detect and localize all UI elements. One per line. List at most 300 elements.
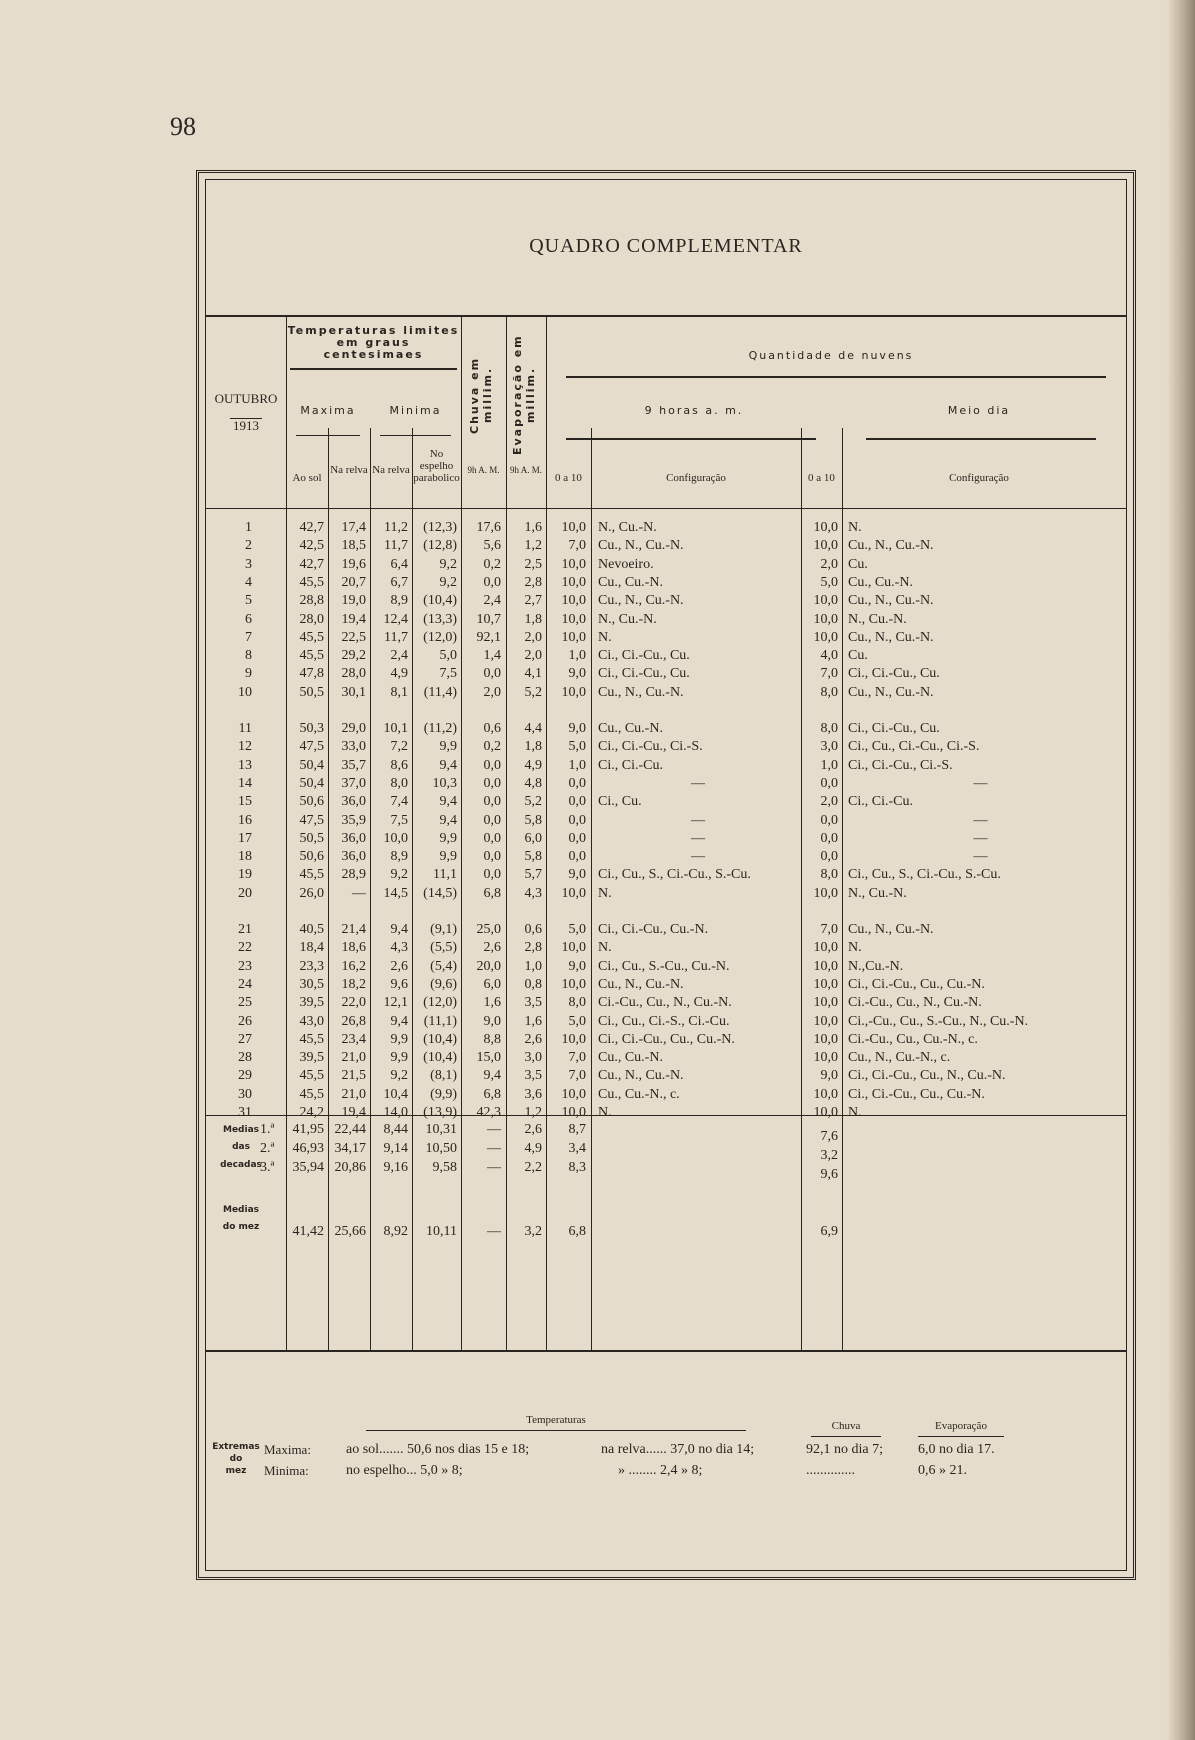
- cell-evaporacao: 0,6: [524, 922, 542, 937]
- max-label: Maxima: [300, 404, 356, 417]
- cell-max-ao-sol: 43,0: [299, 1013, 324, 1029]
- cell-nuvens-9h: 10,0: [561, 976, 586, 992]
- temps-group-label: Temperaturas limites em graus centesimaes: [287, 324, 460, 362]
- cell-nuvens-meio-dia: 10,0: [813, 629, 838, 645]
- cell-min-na-relva: 14,0: [383, 1105, 408, 1120]
- cell-nuvens-meio-dia: 9,0: [820, 1068, 838, 1084]
- cell-min-na-relva: 10,1: [383, 721, 408, 736]
- cell-max-na-relva: 22,0: [341, 995, 366, 1011]
- cell-max-ao-sol: 50,3: [299, 721, 324, 736]
- cell-evaporacao: 1,2: [524, 538, 542, 554]
- min-label: Minima: [389, 404, 442, 417]
- cell-max-na-relva: 19,4: [341, 611, 366, 627]
- cell-min-espelho: (8,1): [430, 1068, 457, 1084]
- cell-chuva: 9,0: [483, 1013, 501, 1029]
- cell-chuva: 5,6: [483, 538, 501, 554]
- cell-config-meio-dia: Cu., N., Cu.-N., c.: [848, 1050, 951, 1066]
- cell-nuvens-meio-dia: 10,0: [813, 976, 838, 992]
- header-scale-mid: 0 a 10: [808, 472, 835, 484]
- cell-config-meio-dia: Cu., N., Cu.-N.: [848, 629, 934, 645]
- cell-max-na-relva: —: [352, 885, 366, 901]
- cell-min-espelho: (11,4): [423, 684, 457, 700]
- cell-nuvens-9h: 9,0: [568, 721, 586, 736]
- extremes-min-espelho: no espelho... 5,0 » 8;: [346, 1463, 463, 1478]
- cell-nuvens-meio-dia: 10,0: [813, 593, 838, 609]
- medias-min-espelho: 9,58: [432, 1160, 457, 1175]
- medias-nuvens-9h: 8,7: [568, 1122, 586, 1137]
- cell-max-ao-sol: 26,0: [299, 885, 324, 901]
- cell-config-meio-dia: Cu., N., Cu.-N.: [848, 538, 934, 554]
- cell-config-9h: Ci., Ci.-Cu., Ci.-S.: [598, 739, 703, 755]
- cell-chuva: 0,6: [483, 721, 501, 736]
- min-rule: [380, 435, 451, 436]
- medias-mez-value: 6,8: [568, 1224, 586, 1239]
- cell-day: 20: [238, 885, 252, 901]
- header-no-espelho: No espelho parabolico: [413, 448, 460, 485]
- cell-config-9h: Ci., Cu., S., Ci.-Cu., S.-Cu.: [598, 867, 751, 883]
- cell-config-9h: Cu., N., Cu.-N.: [598, 593, 684, 609]
- midday-rule: [866, 438, 1096, 440]
- cell-config-9h: —: [691, 830, 705, 846]
- cell-min-na-relva: 8,1: [390, 684, 408, 700]
- medias-chuva: —: [487, 1141, 501, 1156]
- cell-min-na-relva: 4,9: [390, 666, 408, 682]
- cell-nuvens-9h: 10,0: [561, 1105, 586, 1120]
- cell-min-espelho: 7,5: [439, 666, 457, 682]
- cell-max-na-relva: 36,0: [341, 849, 366, 865]
- table-frame: [196, 170, 1136, 1580]
- cell-min-espelho: (12,3): [423, 520, 457, 535]
- cell-max-na-relva: 30,1: [341, 684, 366, 700]
- cell-evaporacao: 1,8: [524, 739, 542, 755]
- cell-min-na-relva: 8,0: [390, 775, 408, 791]
- page-title: QUADRO COMPLEMENTAR: [529, 235, 803, 257]
- cell-max-ao-sol: 42,5: [299, 538, 324, 554]
- cell-nuvens-meio-dia: 10,0: [813, 1050, 838, 1066]
- cell-min-na-relva: 11,7: [384, 538, 408, 554]
- cell-config-meio-dia: N.: [848, 940, 862, 956]
- cell-day: 18: [238, 849, 252, 865]
- year-label: 1913: [230, 418, 262, 433]
- cell-max-na-relva: 19,6: [341, 556, 366, 572]
- cell-nuvens-9h: 5,0: [568, 1013, 586, 1029]
- cell-day: 19: [238, 867, 252, 883]
- cell-day: 27: [238, 1031, 252, 1047]
- cell-config-meio-dia: Cu.: [848, 556, 868, 572]
- cell-config-meio-dia: Cu., N., Cu.-N.: [848, 593, 934, 609]
- cell-nuvens-meio-dia: 10,0: [813, 520, 838, 535]
- cell-evaporacao: 3,0: [524, 1050, 542, 1066]
- extremes-evap-rule: [918, 1436, 1004, 1437]
- cell-min-na-relva: 8,9: [390, 593, 408, 609]
- temps-header: Temperaturas: [526, 1414, 586, 1426]
- cell-day: 16: [238, 812, 252, 828]
- cell-config-9h: —: [691, 849, 705, 865]
- extremes-min-evap: 0,6 » 21.: [918, 1463, 967, 1478]
- cell-max-ao-sol: 50,4: [299, 757, 324, 773]
- cell-evaporacao: 5,8: [524, 812, 542, 828]
- cell-min-na-relva: 9,2: [390, 1068, 408, 1084]
- cell-chuva: 8,8: [483, 1031, 501, 1047]
- cell-nuvens-9h: 0,0: [568, 794, 586, 810]
- cell-config-9h: Cu., N., Cu.-N.: [598, 976, 684, 992]
- cell-nuvens-meio-dia: 1,0: [820, 757, 838, 773]
- cell-nuvens-meio-dia: 5,0: [820, 574, 838, 590]
- cell-nuvens-9h: 10,0: [561, 593, 586, 609]
- cell-min-espelho: (11,1): [423, 1013, 457, 1029]
- cell-nuvens-meio-dia: 2,0: [820, 794, 838, 810]
- extremes-label: do: [229, 1454, 243, 1464]
- medias-top-rule: [206, 1115, 1126, 1116]
- cell-nuvens-9h: 10,0: [561, 885, 586, 901]
- cell-config-9h: Ci., Ci.-Cu.: [598, 757, 663, 773]
- cell-config-9h: Cu., Cu.-N.: [598, 721, 663, 736]
- cell-day: 22: [238, 940, 252, 956]
- cell-nuvens-meio-dia: 10,0: [813, 885, 838, 901]
- cell-config-meio-dia: Ci., Cu., Ci.-Cu., Ci.-S.: [848, 739, 980, 755]
- cell-max-ao-sol: 28,0: [299, 611, 324, 627]
- extremes-top-rule: [206, 1350, 1126, 1352]
- cell-evaporacao: 4,8: [524, 775, 542, 791]
- cell-min-espelho: (10,4): [423, 1050, 457, 1066]
- cell-max-ao-sol: 40,5: [299, 922, 324, 937]
- cell-nuvens-9h: 10,0: [561, 574, 586, 590]
- cell-min-espelho: (9,6): [430, 976, 457, 992]
- cell-max-ao-sol: 30,5: [299, 976, 324, 992]
- cell-chuva: 0,2: [483, 556, 501, 572]
- evap-header: Evaporação: [935, 1420, 987, 1432]
- cell-nuvens-meio-dia: 7,0: [820, 666, 838, 682]
- cell-day: 15: [238, 794, 252, 810]
- extremes-max-chuva: 92,1 no dia 7;: [806, 1442, 883, 1457]
- cell-config-meio-dia: —: [973, 812, 988, 828]
- cell-config-meio-dia: N.: [848, 520, 862, 535]
- cell-config-meio-dia: Cu., N., Cu.-N.: [848, 922, 934, 937]
- cell-min-na-relva: 9,9: [390, 1031, 408, 1047]
- medias-max-na-relva: 20,86: [334, 1160, 366, 1175]
- cell-config-meio-dia: N.,Cu.-N.: [848, 958, 904, 974]
- cell-day: 24: [238, 976, 252, 992]
- cell-nuvens-meio-dia: 0,0: [820, 812, 838, 828]
- cell-nuvens-9h: 5,0: [568, 922, 586, 937]
- cell-nuvens-9h: 1,0: [568, 648, 586, 664]
- cell-min-espelho: (12,0): [423, 995, 457, 1011]
- cell-max-na-relva: 36,0: [341, 830, 366, 846]
- cell-nuvens-meio-dia: 10,0: [813, 1031, 838, 1047]
- extremes-max-evap: 6,0 no dia 17.: [918, 1442, 995, 1457]
- col-line: [842, 428, 843, 1350]
- cell-chuva: 0,0: [483, 574, 501, 590]
- cell-config-meio-dia: Ci., Ci.-Cu., Cu.: [848, 721, 940, 736]
- header-top-rule: [206, 315, 1126, 317]
- cell-nuvens-meio-dia: 10,0: [813, 1013, 838, 1029]
- cell-config-meio-dia: Ci., Ci.-Cu., Cu.: [848, 666, 940, 682]
- cell-nuvens-9h: 0,0: [568, 849, 586, 865]
- cell-evaporacao: 5,2: [524, 794, 542, 810]
- cell-nuvens-meio-dia: 7,0: [820, 922, 838, 937]
- cell-chuva: 42,3: [476, 1105, 501, 1120]
- cell-min-espelho: 10,3: [432, 775, 457, 791]
- cell-max-na-relva: 21,0: [341, 1050, 366, 1066]
- cell-evaporacao: 1,8: [524, 611, 542, 627]
- header-chuva: Chuva em millim.: [468, 356, 494, 434]
- cell-day: 8: [245, 648, 252, 664]
- cell-min-na-relva: 9,2: [390, 867, 408, 883]
- cell-config-9h: Cu., Cu.-N., c.: [598, 1086, 680, 1102]
- cell-min-na-relva: 2,4: [390, 648, 408, 664]
- cell-max-ao-sol: 45,5: [299, 574, 324, 590]
- cell-max-na-relva: 36,0: [341, 794, 366, 810]
- cell-nuvens-meio-dia: 2,0: [820, 556, 838, 572]
- cell-config-meio-dia: Ci.,-Cu., Cu., S.-Cu., N., Cu.-N.: [848, 1013, 1029, 1029]
- cell-min-espelho: 9,4: [439, 757, 457, 773]
- cell-config-meio-dia: Ci., Ci.-Cu., Cu., N., Cu.-N.: [848, 1068, 1006, 1084]
- cell-nuvens-meio-dia: 4,0: [820, 648, 838, 664]
- cell-config-meio-dia: N.: [848, 1105, 862, 1120]
- cell-nuvens-9h: 10,0: [561, 629, 586, 645]
- cell-max-na-relva: 21,5: [341, 1068, 366, 1084]
- medias-max-ao-sol: 35,94: [292, 1160, 324, 1175]
- cell-max-na-relva: 16,2: [341, 958, 366, 974]
- cell-config-meio-dia: —: [973, 775, 988, 791]
- header-scale-9: 0 a 10: [555, 472, 582, 484]
- cell-day: 13: [238, 757, 252, 773]
- cell-min-na-relva: 8,9: [390, 849, 408, 865]
- cell-max-ao-sol: 45,5: [299, 1086, 324, 1102]
- cell-nuvens-9h: 10,0: [561, 684, 586, 700]
- cell-chuva: 2,0: [483, 684, 501, 700]
- cell-day: 25: [238, 995, 252, 1011]
- cell-max-na-relva: 18,5: [341, 538, 366, 554]
- cell-evaporacao: 1,6: [524, 1013, 542, 1029]
- cell-min-espelho: (10,4): [423, 593, 457, 609]
- medias-mez-value: 41,42: [292, 1224, 324, 1239]
- cell-chuva: 0,0: [483, 830, 501, 846]
- medias-mez-value: 6,9: [820, 1224, 838, 1239]
- col-line: [591, 428, 592, 1350]
- medias-nuvens-meio-dia: 3,2: [820, 1148, 838, 1163]
- cell-config-meio-dia: Ci., Ci.-Cu., Cu., Cu.-N.: [848, 976, 985, 992]
- cell-min-na-relva: 12,4: [383, 611, 408, 627]
- table-inner-border: [205, 179, 1127, 1571]
- cell-min-espelho: 9,9: [439, 830, 457, 846]
- cell-day: 5: [245, 593, 252, 609]
- cell-config-9h: N.: [598, 629, 612, 645]
- cell-day: 17: [238, 830, 252, 846]
- nine-am-label: 9 horas a. m.: [644, 404, 744, 417]
- cell-nuvens-9h: 0,0: [568, 812, 586, 828]
- cell-nuvens-9h: 9,0: [568, 867, 586, 883]
- cell-max-na-relva: 18,2: [341, 976, 366, 992]
- cell-nuvens-9h: 9,0: [568, 958, 586, 974]
- cell-max-ao-sol: 47,8: [299, 666, 324, 682]
- cell-max-na-relva: 20,7: [341, 574, 366, 590]
- cell-min-na-relva: 7,2: [390, 739, 408, 755]
- header-na-relva-max: Na relva: [330, 464, 368, 476]
- cell-config-9h: Ci., Ci.-Cu., Cu.-N.: [598, 922, 709, 937]
- cell-config-9h: Cu., N., Cu.-N.: [598, 1068, 684, 1084]
- cell-evaporacao: 5,8: [524, 849, 542, 865]
- medias-evaporacao: 2,6: [524, 1122, 542, 1137]
- cell-min-espelho: (10,4): [423, 1031, 457, 1047]
- cell-min-espelho: (11,2): [423, 721, 457, 736]
- cell-chuva: 92,1: [476, 629, 501, 645]
- header-evaporacao: Evaporação em millim.: [511, 334, 537, 456]
- cell-min-na-relva: 9,4: [390, 922, 408, 937]
- cell-day: 10: [238, 684, 252, 700]
- cell-max-na-relva: 19,0: [341, 593, 366, 609]
- cell-max-na-relva: 21,0: [341, 1086, 366, 1102]
- medias-min-na-relva: 8,44: [383, 1122, 408, 1137]
- cell-day: 23: [238, 958, 252, 974]
- cell-nuvens-9h: 10,0: [561, 520, 586, 535]
- cell-min-na-relva: 11,2: [384, 520, 408, 535]
- cell-min-espelho: 5,0: [439, 648, 457, 664]
- cell-config-meio-dia: Ci., Ci.-Cu., Cu., Cu.-N.: [848, 1086, 985, 1102]
- cell-config-9h: Cu., Cu.-N.: [598, 1050, 663, 1066]
- cell-max-na-relva: 19,4: [341, 1105, 366, 1120]
- cell-chuva: 0,0: [483, 775, 501, 791]
- cell-day: 2: [245, 538, 252, 554]
- cell-max-ao-sol: 45,5: [299, 867, 324, 883]
- cell-config-9h: Ci., Cu.: [598, 794, 642, 810]
- cell-day: 9: [245, 666, 252, 682]
- cell-max-na-relva: 28,0: [341, 666, 366, 682]
- cell-min-na-relva: 7,5: [390, 812, 408, 828]
- cell-max-ao-sol: 50,4: [299, 775, 324, 791]
- cell-day: 6: [245, 611, 252, 627]
- cell-chuva: 6,0: [483, 976, 501, 992]
- cell-day: 31: [238, 1105, 252, 1120]
- cell-max-na-relva: 37,0: [341, 775, 366, 791]
- cell-min-na-relva: 4,3: [390, 940, 408, 956]
- cell-max-ao-sol: 39,5: [299, 995, 324, 1011]
- cell-config-9h: Ci., Ci.-Cu., Cu.: [598, 648, 690, 664]
- cell-chuva: 6,8: [483, 885, 501, 901]
- cell-config-meio-dia: N., Cu.-N.: [848, 885, 907, 901]
- cell-nuvens-9h: 1,0: [568, 757, 586, 773]
- cell-evaporacao: 4,3: [524, 885, 542, 901]
- cell-min-na-relva: 9,6: [390, 976, 408, 992]
- cell-max-na-relva: 28,9: [341, 867, 366, 883]
- cell-min-espelho: 9,9: [439, 739, 457, 755]
- cell-min-espelho: (9,1): [430, 922, 457, 937]
- cell-chuva: 17,6: [476, 520, 501, 535]
- cell-day: 3: [245, 556, 252, 572]
- medias-evaporacao: 2,2: [524, 1160, 542, 1175]
- cell-min-espelho: (13,9): [423, 1105, 457, 1120]
- max-rule: [296, 435, 360, 436]
- medias-mez-label: do mez: [222, 1222, 260, 1232]
- page-number: 98: [170, 112, 196, 141]
- cell-nuvens-9h: 7,0: [568, 1050, 586, 1066]
- cell-evaporacao: 4,9: [524, 757, 542, 773]
- extremes-min-chuva: ..............: [806, 1463, 855, 1478]
- cell-max-ao-sol: 50,6: [299, 794, 324, 810]
- medias-mez-value: 3,2: [524, 1224, 542, 1239]
- cell-max-ao-sol: 42,7: [299, 556, 324, 572]
- cell-nuvens-9h: 10,0: [561, 1086, 586, 1102]
- cell-nuvens-meio-dia: 0,0: [820, 775, 838, 791]
- cell-config-meio-dia: Ci.-Cu., Cu., N., Cu.-N.: [848, 995, 982, 1011]
- cell-min-na-relva: 6,4: [390, 556, 408, 572]
- cell-max-na-relva: 21,4: [341, 922, 366, 937]
- medias-decade: 3.ª: [260, 1160, 275, 1175]
- cell-max-ao-sol: 23,3: [299, 958, 324, 974]
- cell-evaporacao: 2,5: [524, 556, 542, 572]
- cell-max-ao-sol: 39,5: [299, 1050, 324, 1066]
- cell-min-espelho: (5,4): [430, 958, 457, 974]
- cell-day: 14: [238, 775, 252, 791]
- extremes-min-label: Minima:: [264, 1463, 309, 1478]
- cell-nuvens-9h: 10,0: [561, 940, 586, 956]
- cell-evaporacao: 2,7: [524, 593, 542, 609]
- cell-chuva: 0,2: [483, 739, 501, 755]
- cell-nuvens-meio-dia: 8,0: [820, 684, 838, 700]
- cell-evaporacao: 2,8: [524, 574, 542, 590]
- cell-evaporacao: 5,2: [524, 684, 542, 700]
- extremes-max-relva: na relva...... 37,0 no dia 14;: [601, 1442, 755, 1457]
- cell-chuva: 25,0: [476, 922, 501, 937]
- medias-max-na-relva: 34,17: [334, 1141, 366, 1156]
- cell-config-meio-dia: N., Cu.-N.: [848, 611, 907, 627]
- cell-chuva: 1,4: [483, 648, 501, 664]
- cell-config-9h: Cu., N., Cu.-N.: [598, 684, 684, 700]
- cell-max-ao-sol: 24,2: [299, 1105, 324, 1120]
- cell-config-9h: Ci., Cu., S.-Cu., Cu.-N.: [598, 958, 730, 974]
- cell-evaporacao: 4,4: [524, 721, 542, 736]
- cell-day: 4: [245, 574, 252, 590]
- month-label: OUTUBRO: [214, 391, 278, 406]
- cell-min-espelho: 9,2: [439, 556, 457, 572]
- medias-nuvens-9h: 8,3: [568, 1160, 586, 1175]
- cell-min-na-relva: 6,7: [390, 574, 408, 590]
- cell-nuvens-meio-dia: 3,0: [820, 739, 838, 755]
- cell-config-meio-dia: —: [973, 849, 988, 865]
- cell-nuvens-9h: 7,0: [568, 538, 586, 554]
- extremes-max-label: Maxima:: [264, 1442, 311, 1457]
- header-na-relva-min: Na relva: [372, 464, 410, 476]
- cell-evaporacao: 4,1: [524, 666, 542, 682]
- cell-day: 11: [238, 721, 252, 736]
- medias-max-na-relva: 22,44: [334, 1122, 366, 1137]
- cell-min-espelho: (13,3): [423, 611, 457, 627]
- cell-min-espelho: 9,4: [439, 794, 457, 810]
- cell-evaporacao: 6,0: [524, 830, 542, 846]
- cell-chuva: 0,0: [483, 812, 501, 828]
- cell-nuvens-meio-dia: 10,0: [813, 538, 838, 554]
- cell-min-na-relva: 12,1: [383, 995, 408, 1011]
- medias-chuva: —: [487, 1122, 501, 1137]
- medias-decade: 1.ª: [260, 1122, 275, 1137]
- midday-label: Meio dia: [947, 404, 1011, 417]
- cell-config-9h: —: [691, 812, 705, 828]
- medias-max-ao-sol: 46,93: [292, 1141, 324, 1156]
- chuva-header: Chuva: [831, 1420, 861, 1432]
- cell-config-meio-dia: Cu., Cu.-N.: [848, 574, 913, 590]
- cell-min-espelho: (12,8): [423, 538, 457, 554]
- medias-mez-value: —: [487, 1224, 501, 1239]
- cell-config-9h: N., Cu.-N.: [598, 611, 657, 627]
- cell-nuvens-9h: 5,0: [568, 739, 586, 755]
- cell-config-9h: Cu., N., Cu.-N.: [598, 538, 684, 554]
- cell-min-espelho: (9,9): [430, 1086, 457, 1102]
- cell-evaporacao: 2,8: [524, 940, 542, 956]
- cell-config-9h: N.: [598, 1105, 612, 1120]
- cell-nuvens-meio-dia: 8,0: [820, 867, 838, 883]
- page-edge: [1167, 0, 1195, 1740]
- medias-mez-value: 10,11: [426, 1224, 457, 1239]
